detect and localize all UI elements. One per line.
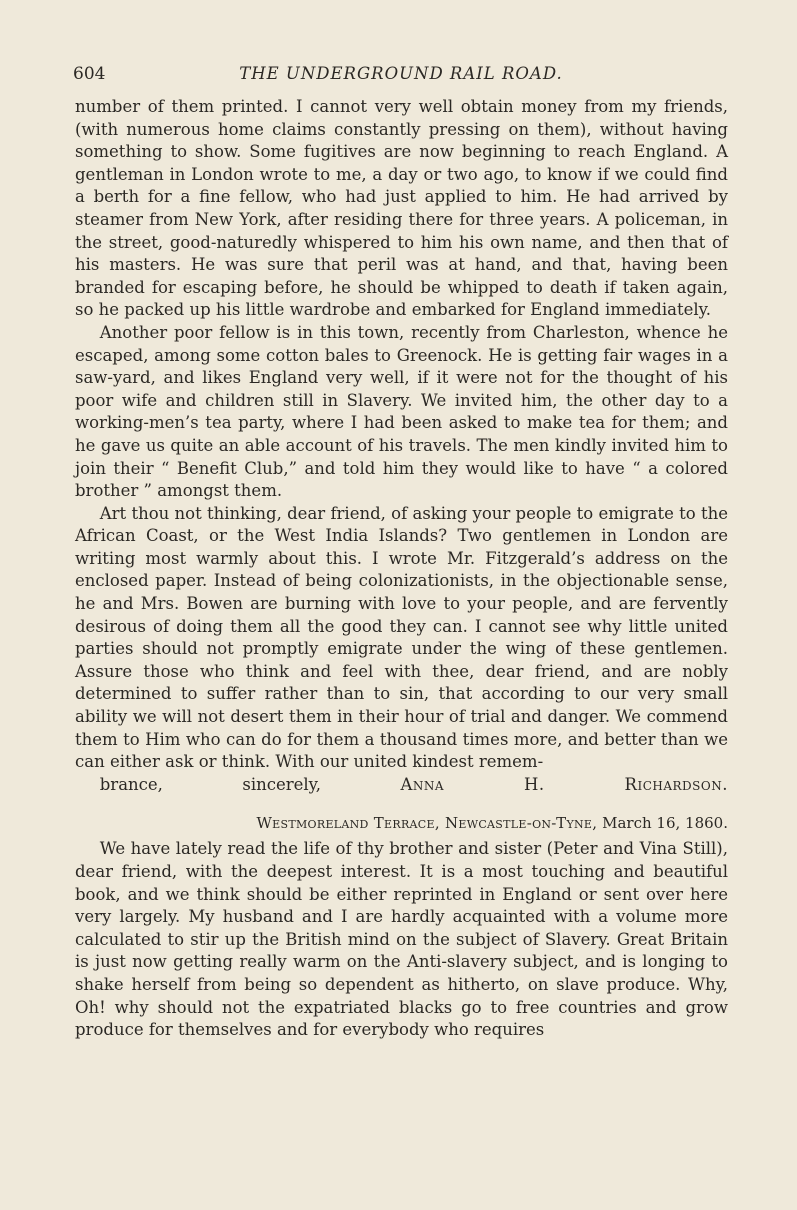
page-header xyxy=(73,62,729,88)
paragraph-letter-two: We have lately read the life of thy brother and sister (Peter and Vina Still), dear friend, with the deepest interest. It is a most touching and beautiful book, and we think should be either reprinted in England or sent over here very largely. My husband and I are hardly acquainted with a volume more calculated to stir up the British mind on the subject of Slavery. Great Britain is just now getting really warm on the Anti-slavery subject, and is longing to shake herself from being so dependent as hitherto, on slave produce. Why, Oh! why should not the expatriated blacks go to free countries and grow produce for themselves and for everybody who requires xyxy=(75,839,728,1040)
paragraph-emigration: Art thou not thinking, dear friend, of asking your people to emigrate to the African Coast, or the West India Islands? Two gentlemen in London are writing most warmly about this. I wrote Mr. Fitzgerald’s address on the enclosed paper. Instead of being colonizationists, in the objectionable sense, he and Mrs. Bowen are burning with love to your people, and are fervently desirous of doing them all the good they can. I cannot see why little united parties should not promptly emigrate under the wing of these gentlemen. Assure those who think and feel with thee, dear friend, and are nobly determined to suffer rather than to sin, that according to our very small ability we will not desert them in their hour of trial and danger. We commend them to Him who can do for them a thousand times more, and better than we can either ask or think. With our united kindest remem- xyxy=(75,503,728,772)
letter-closing xyxy=(75,774,728,797)
dateline-date: March 16, 1860. xyxy=(602,814,728,833)
signature: Anna H. Richardson. xyxy=(400,774,728,794)
page-body xyxy=(75,96,728,1042)
dateline-place: Westmoreland Terrace, Newcastle-on-Tyne, xyxy=(256,814,598,833)
running-title: THE UNDERGROUND RAIL ROAD. xyxy=(239,64,563,83)
paragraph-continued: number of them printed. I cannot very well obtain money from my friends, (with numerous home claims constantly pressing on them), without having something to show. Some fugitives are now beginning to reach England. A gentleman in London wrote to me, a day or two ago, to know if we could find a berth for a fine fellow, who had just applied to him. He had arrived by steamer from New York, after residing there for three years. A policeman, in the street, good-naturedly whispered to him his own name, and then that of his masters. He was sure that peril was at hand, and that, having been branded for escaping before, he should be whipped to death if taken again, so he packed up his little wardrobe and embarked for England immediately. xyxy=(75,97,728,320)
paragraph-fugitive-charleston: Another poor fellow is in this town, recently from Charleston, whence he escaped, among some cotton bales to Greenock. He is getting fair wages in a saw-yard, and likes England very well, if it were not for the thought of his poor wife and children still in Slavery. We invited him, the other day to a working-men’s tea party, where I had been asked to make tea for them; and he gave us quite an able account of his travels. The men kindly invited him to join their “ Benefit Club,” and told him they would like to have “ a colored brother ” amongst them. xyxy=(75,322,728,501)
closing-text: brance, sincerely, xyxy=(99,774,322,794)
letter-dateline xyxy=(75,812,728,834)
page-number: 604 xyxy=(73,64,106,84)
